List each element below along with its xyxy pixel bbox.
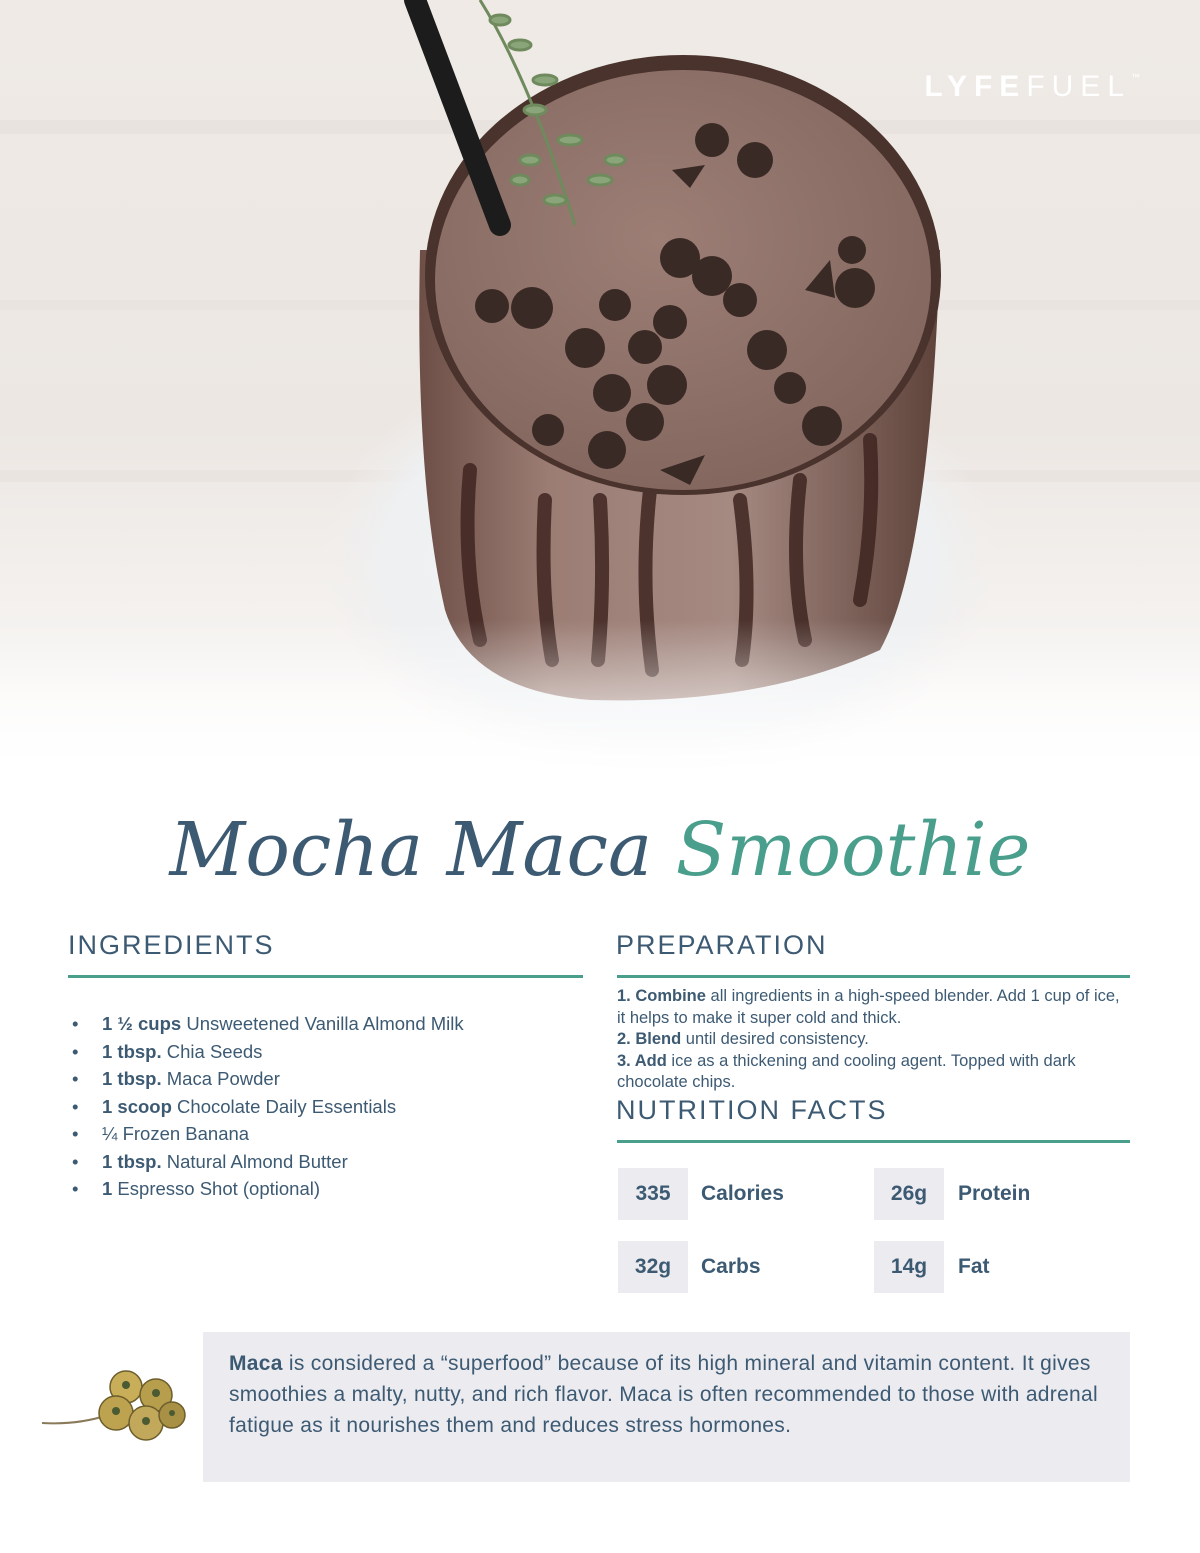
title-part-1: Mocha Maca <box>169 807 653 893</box>
ingredients-list <box>72 1010 464 1203</box>
carbs-label: Carbs <box>701 1255 761 1278</box>
ingredient-item: • ¼ Frozen Banana <box>72 1123 250 1144</box>
logo-light-text: FUEL <box>1026 70 1131 103</box>
calories-value: 335 <box>618 1168 688 1220</box>
ingredients-divider <box>68 975 583 978</box>
carbs-value: 32g <box>618 1241 688 1293</box>
note-bold-term: Maca <box>229 1352 283 1375</box>
calories-label: Calories <box>701 1182 784 1205</box>
ingredient-item: • 1 tbsp. Maca Powder <box>72 1068 280 1089</box>
maca-root-image <box>38 1365 198 1445</box>
prep-step: 3. Add ice as a thickening and cooling agent. Topped with dark chocolate chips. <box>617 1051 1076 1091</box>
trademark-mark: ™ <box>1131 72 1140 82</box>
nutrition-divider <box>617 1140 1130 1143</box>
preparation-divider <box>617 975 1130 978</box>
prep-step: 1. Combine all ingredients in a high-speed blender. Add 1 cup of ice, it helps to make it super cold and thick. <box>617 987 1120 1027</box>
ingredient-item: • 1 tbsp. Chia Seeds <box>72 1040 263 1062</box>
brand-logo <box>924 70 1140 104</box>
recipe-title <box>0 800 1200 900</box>
fat-value: 14g <box>874 1241 944 1293</box>
preparation-heading: PREPARATION <box>616 930 828 960</box>
maca-info-note <box>203 1332 1130 1482</box>
ingredient-item: • 1 Espresso Shot (optional) <box>72 1178 321 1199</box>
nutrition-heading: NUTRITION FACTS <box>616 1095 888 1125</box>
ingredients-heading: INGREDIENTS <box>68 930 275 960</box>
ingredient-item: • 1 tbsp. Natural Almond Butter <box>72 1150 348 1172</box>
protein-value: 26g <box>874 1168 944 1220</box>
preparation-steps <box>617 986 1127 1094</box>
ingredient-item: • 1 ½ cups Unsweetened Vanilla Almond Milk <box>72 1013 464 1034</box>
ingredient-item: • 1 scoop Chocolate Daily Essentials <box>72 1095 397 1117</box>
note-text: is considered a “superfood” because of its high mineral and vitamin content. It gives smoothies a malty, nutty, and rich flavor. Maca is often recommended to those with adrenal fatigue as it nourishes them and reduces stress hormones. <box>229 1352 1098 1437</box>
prep-step: 2. Blend until desired consistency. <box>617 1030 869 1048</box>
fat-label: Fat <box>958 1255 990 1278</box>
title-part-2: Smoothie <box>675 807 1031 893</box>
logo-bold-text: LYFE <box>924 70 1027 103</box>
protein-label: Protein <box>958 1182 1031 1205</box>
